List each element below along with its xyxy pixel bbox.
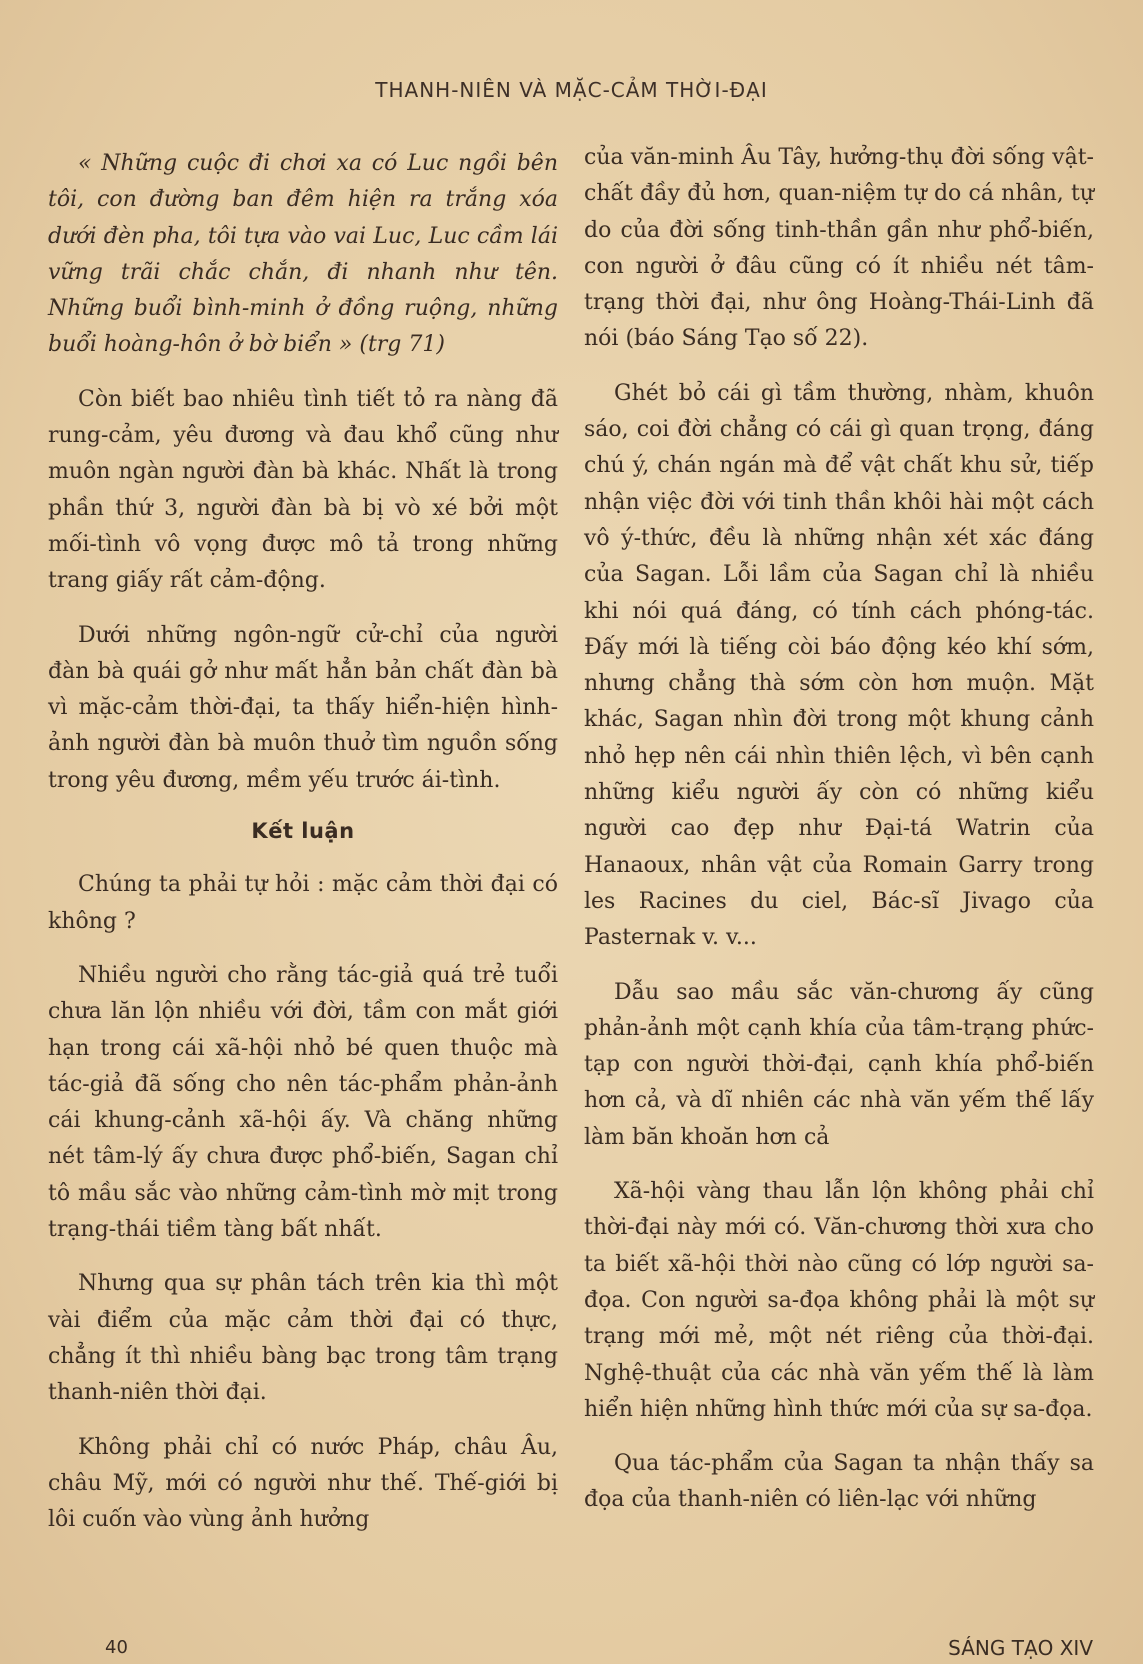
body-paragraph: Nhưng qua sự phân tách trên kia thì một vài điểm của mặc cảm thời đại có thực, chẳng ít thì nhiều bàng bạc trong tâm trạng thanh-niên thời đại. <box>48 1271 558 1406</box>
page-number: 40 <box>105 1637 128 1658</box>
body-paragraph: Dưới những ngôn-ngữ cử-chỉ của người đàn bà quái gở như mất hẳn bản chất đàn bà vì mặc-cảm thời-đại, ta thấy hiển-hiện hình-ảnh người đàn bà muôn thuở tìm nguồn sống trong yêu đương, mềm yếu trước ái-tình. <box>48 622 558 793</box>
body-paragraph: Không phải chỉ có nước Pháp, châu Âu, châu Mỹ, mới có người như thế. Thế-giới bị lôi cuốn vào vùng ảnh hưởng <box>48 1434 558 1533</box>
issue-label: SÁNG TẠO XIV <box>948 1636 1093 1660</box>
body-paragraph: Còn biết bao nhiêu tình tiết tỏ ra nàng đã rung-cảm, yêu đương và đau khổ cũng như muôn ngàn người đàn bà khác. Nhất là trong phần thứ 3, người đàn bà bị vò xé bởi một mối-tình vô vọng được mô tả trong những trang giấy rất cảm-động. <box>48 386 558 594</box>
running-header: THANH-NIÊN VÀ MẶC-CẢM THỜI-ĐẠI <box>375 78 768 102</box>
body-paragraph: Dẫu sao mầu sắc văn-chương ấy cũng phản-ảnh một cạnh khía của tâm-trạng phức-tạp con người thời-đại, cạnh khía phổ-biến hơn cả, và dĩ nhiên các nhà văn yếm thế lấy làm băn khoăn hơn cả <box>584 979 1094 1150</box>
body-paragraph: Ghét bỏ cái gì tầm thường, nhàm, khuôn sáo, coi đời chẳng có cái gì quan trọng, đáng chú ý, chán ngán mà để vật chất khu sử, tiếp nhận việc đời với tinh thần khôi hài một cách vô ý-thức, đều là những nhận xét xác đáng của Sagan. Lỗi lầm của Sagan chỉ là nhiều khi nói quá đáng, có tính cách phóng-tác. Đấy mới là tiếng còi báo động kéo khí sớm, nhưng chẳng thà sớm còn hơn muộn. Mặt khác, Sagan nhìn đời trong một khung cảnh nhỏ hẹp nên cái nhìn thiên lệch, vì bên cạnh những kiểu người ấy còn có những kiểu người cao đẹp như Đại-tá Watrin của Hanaoux, nhân vật của Romain Garry trong les Racines du ciel, Bác-sĩ Jivago của Pasternak v. v... <box>584 380 1094 951</box>
quote-paragraph: « Những cuộc đi chơi xa có Luc ngồi bên tôi, con đường ban đêm hiện ra trắng xóa dưới đèn pha, tôi tựa vào vai Luc, Luc cầm lái vững trãi chắc chắn, đi nhanh như tên. Những buổi bình-minh ở đồng ruộng, những buổi hoàng-hôn ở bờ biển » (trg 71) <box>48 151 558 358</box>
body-paragraph: của văn-minh Âu Tây, hưởng-thụ đời sống vật-chất đầy đủ hơn, quan-niệm tự do cá nhân, tự do của đời sống tinh-thần gần như phổ-biến, con người ở đâu cũng có ít nhiều nét tâm-trạng thời đại, như ông Hoàng-Thái-Linh đã nói (báo Sáng Tạo số 22). <box>584 145 1094 352</box>
section-heading: Kết luận <box>251 819 355 844</box>
left-column <box>48 146 558 1556</box>
body-paragraph: Qua tác-phẩm của Sagan ta nhận thấy sa đọa của thanh-niên có liên-lạc với những <box>584 1451 1094 1513</box>
body-paragraph: Xã-hội vàng thau lẫn lộn không phải chỉ thời-đại này mới có. Văn-chương thời xưa cho ta biết xã-hội thời nào cũng có lớp người sa-đọa. Con người sa-đọa không phải là một sự trạng mới mẻ, một nét riêng của thời-đại. Nghệ-thuật của các nhà văn yếm thế là làm hiển hiện những hình thức mới của sự sa-đọa. <box>584 1179 1094 1422</box>
body-paragraph: Nhiều người cho rằng tác-giả quá trẻ tuổi chưa lăn lộn nhiều với đời, tầm con mắt giới hạn trong cái xã-hội nhỏ bé quen thuộc mà tác-giả đã sống cho nên tác-phẩm phản-ảnh cái khung-cảnh xã-hội ấy. Và chăng những nét tâm-lý ấy chưa được phổ-biến, Sagan chỉ tô mầu sắc vào những cảm-tình mờ mịt trong trạng-thái tiềm tàng bất nhất. <box>48 962 558 1243</box>
right-column <box>584 140 1094 1537</box>
body-paragraph: Chúng ta phải tự hỏi : mặc cảm thời đại có không ? <box>48 872 558 934</box>
